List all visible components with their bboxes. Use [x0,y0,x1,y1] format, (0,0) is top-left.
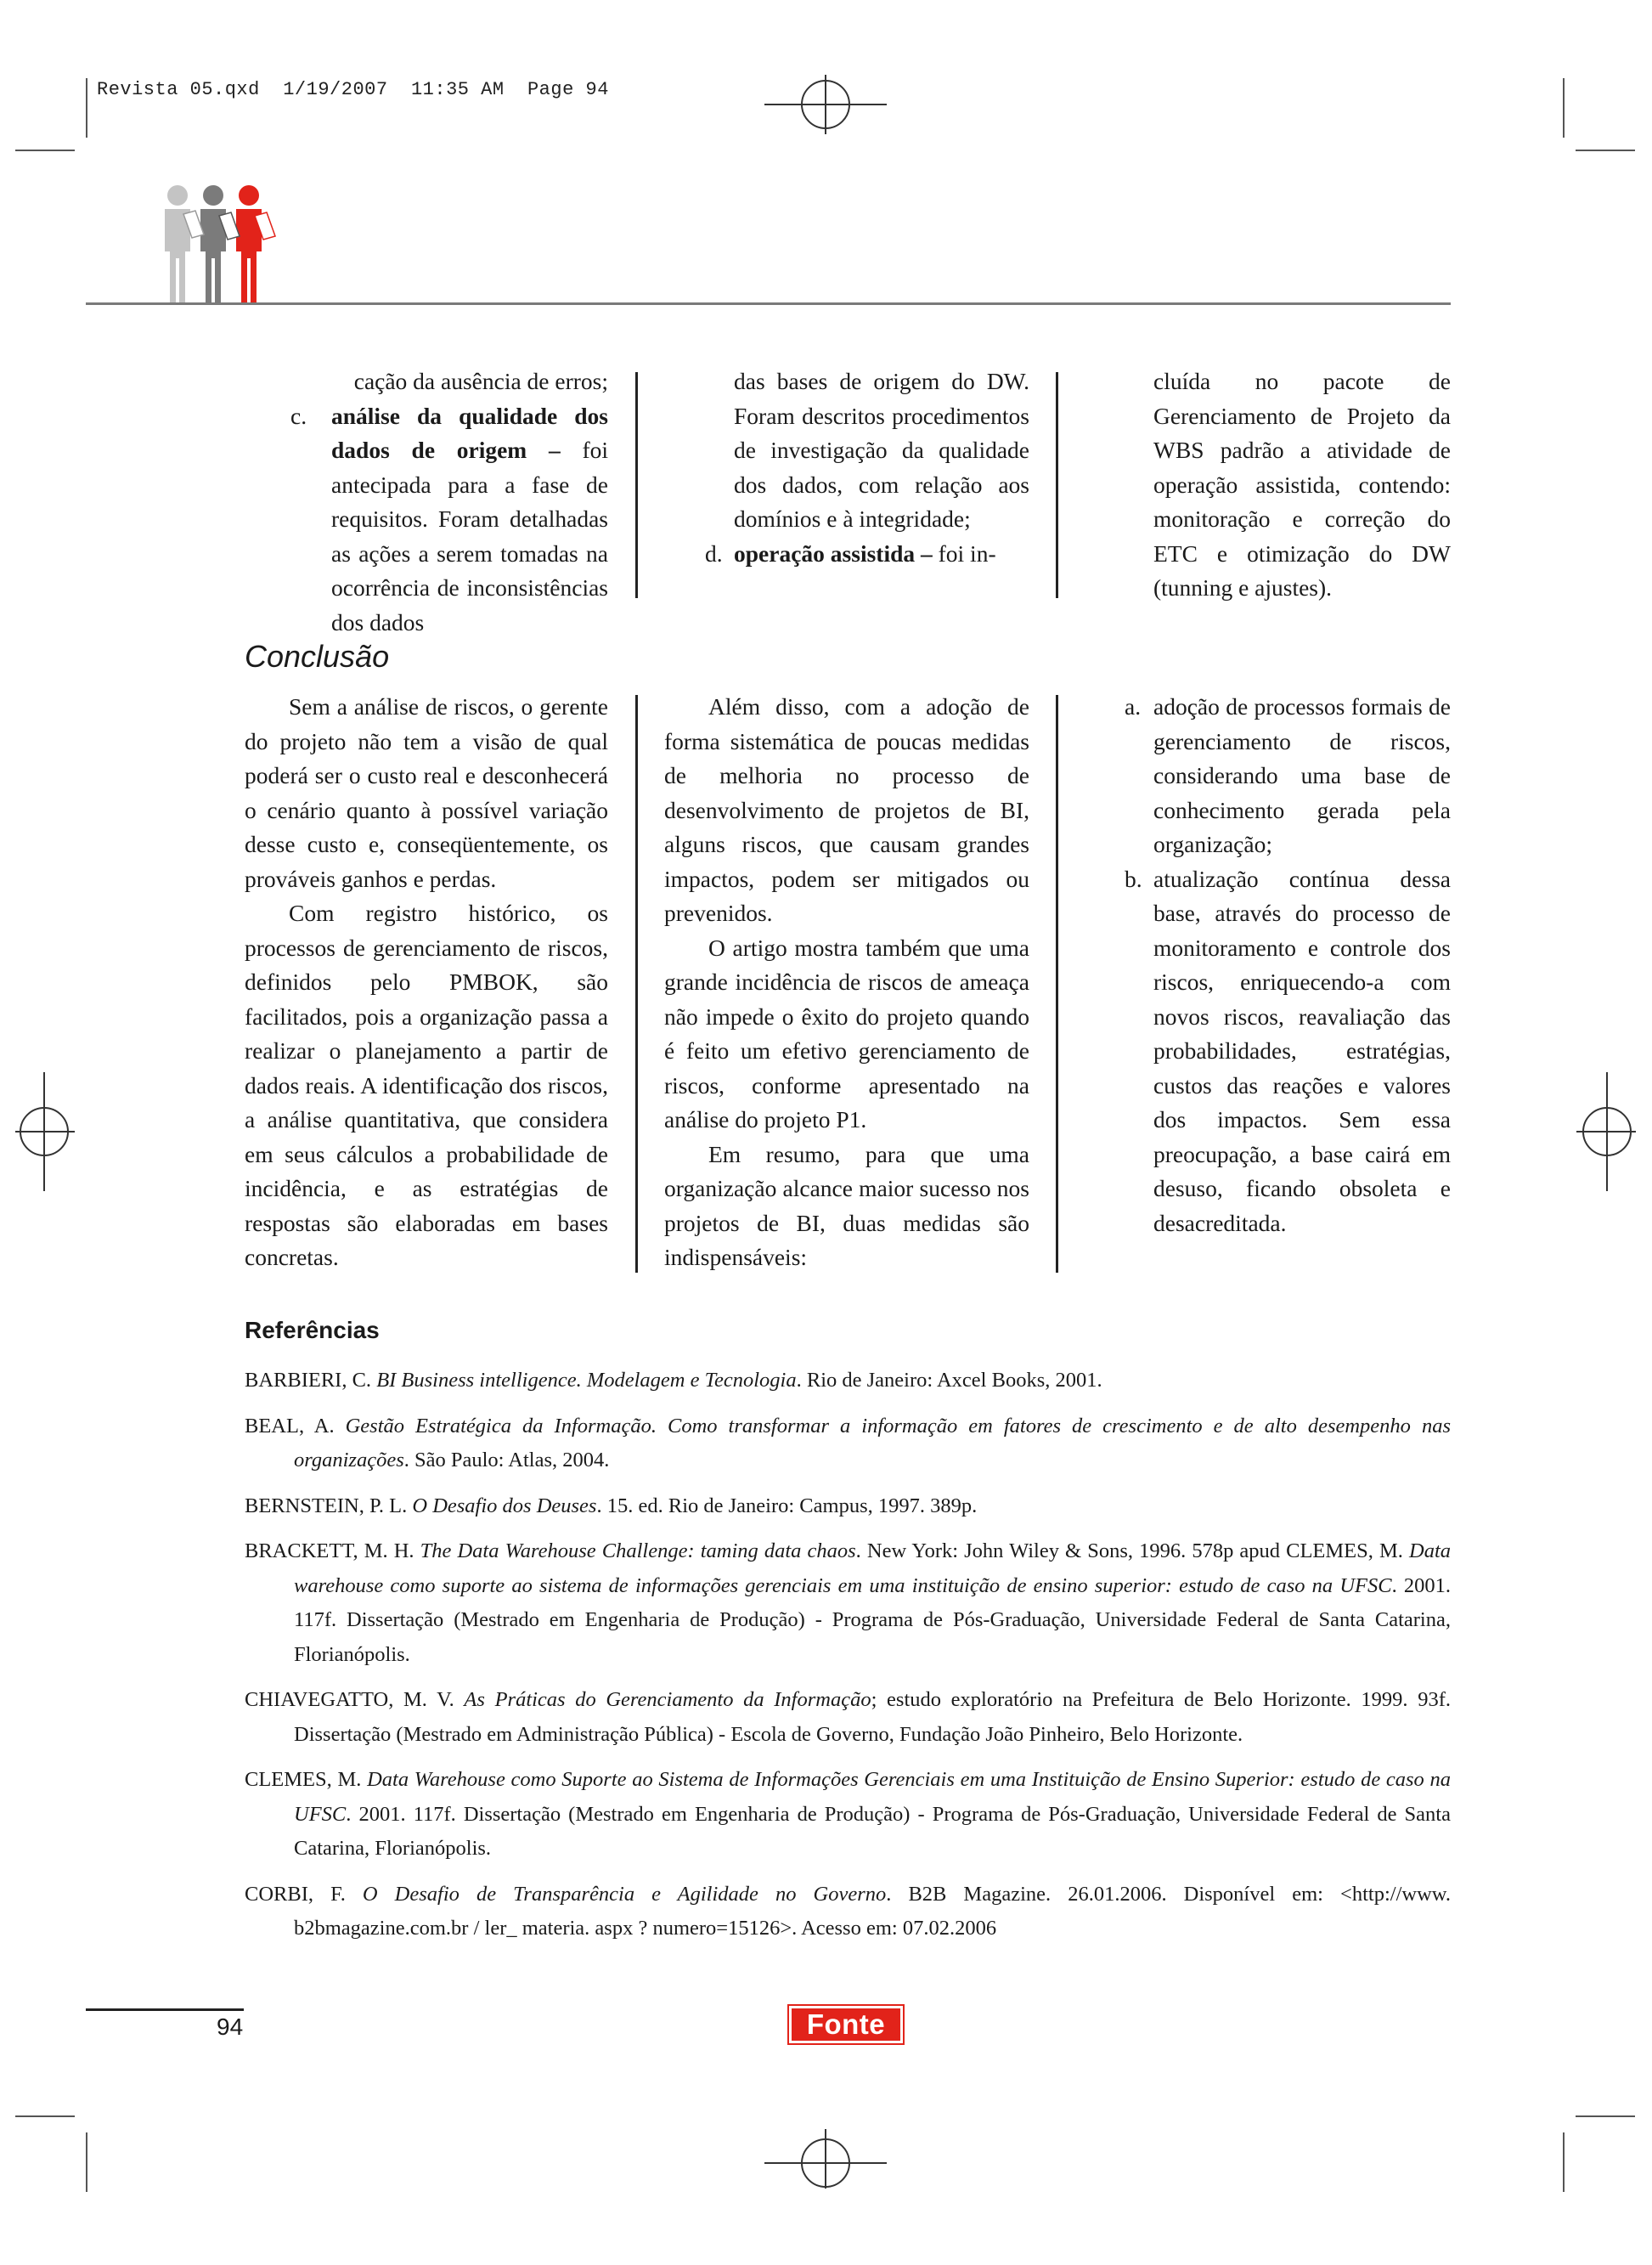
top-column-3 [1153,364,1451,606]
print-slug: Revista 05.qxd 1/19/2007 11:35 AM Page 94 [97,79,609,100]
list-item-d: d. operação assistida – foi in- [705,539,996,567]
reference-item: CLEMES, M. Data Warehouse como Suporte ao Sistema de Informações Gerenciais em uma Instituição de Ensino Superior: estudo de caso na UFSC. 2001. 117f. Dissertação (Mestrado em Engenharia de Produção) - Programa de Pós-Graduação, Universidade Federal de Santa Catarina, Florianópolis. [245,1768,1451,1860]
fonte-logo: Fonte [789,2006,903,2043]
reference-item: BRACKETT, M. H. The Data Warehouse Challenge: taming data chaos. New York: John Wiley & Sons, 1996. 578p apud CLEMES, M. Data warehouse como suporte ao sistema de informações gerenciais em uma instituição de ensino superior: estudo de caso na UFSC. 2001. 117f. Dissertação (Mestrado em Engenharia de Produção) - Programa de Pós-Graduação, Universidade Federal de Santa Catarina, Florianópolis. [245,1539,1452,1666]
page-number: 94 [217,2014,244,2040]
conclusion-column-1 [245,690,608,1275]
column-rule [1056,695,1058,1273]
list-item-a: a. adoção de processos formais de gerenciamento de riscos, considerando uma base de conhecimento gerada pela organização; [1125,693,1451,857]
paragraph: Em resumo, para que uma organização alcance maior sucesso nos projetos de BI, duas medidas são indispensáveis: [664,1140,1029,1270]
paragraph: Além disso, com a adoção de forma sistemática de poucas medidas de melhoria no processo de desenvolvimento de projetos de BI, alguns riscos, que causam grandes impactos, podem ser mitigados ou prevenidos. [664,693,1029,926]
reference-item: BARBIERI, C. BI Business intelligence. Modelagem e Tecnologia. Rio de Janeiro: Axcel Books, 2001. [245,1369,1102,1392]
reference-item: BERNSTEIN, P. L. O Desafio dos Deuses. 15. ed. Rio de Janeiro: Campus, 1997. 389p. [245,1494,978,1517]
list-item-c: c. análise da qualidade dos dados de origem – foi antecipada para a fase de requisitos. Foram detalhadas as ações a serem tomadas na ocorrência de inconsistências dos dados [290,402,608,635]
header-rule [86,302,1451,305]
column-rule [635,372,638,598]
conclusion-column-2 [664,690,1029,1275]
column-rule [1056,372,1058,598]
paragraph: O artigo mostra também que uma grande incidência de riscos de ameaça não impede o êxito do projeto quando é feito um efetivo gerenciamento de riscos, conforme apresentado na análise do projeto P1. [664,934,1029,1132]
continuation-text: das bases de origem do DW. Foram descritos procedimentos de investigação da qualidade dos dados, com relação aos domínios e à integridade; [734,368,1029,532]
reference-item: BEAL, A. Gestão Estratégica da Informação. Como transformar a informação em fatores de crescimento e de alto desempenho nas organizações. São Paulo: Atlas, 2004. [245,1414,1451,1471]
references-heading: Referências [245,1317,380,1343]
list-item-b: b. atualização contínua dessa base, através do processo de monitoramento e controle dos riscos, enriquecendo-a com novos riscos, reavaliação das probabilidades, estratégias, custos das reações e valores dos impactos. Sem essa preocupação, a base cairá em desuso, ficando obsoleta e desacreditada. [1125,865,1451,1236]
people-group-icon [160,182,287,305]
footer-rule [86,2008,244,2011]
paragraph: Com registro histórico, os processos de gerenciamento de riscos, definidos pelo PMBOK, são facilitados, pois a organização passa a realizar o planejamento a partir de dados reais. A identificação dos riscos, a análise quantitativa, que considera em seus cálculos a probabilidade de incidência, e as estratégias de respostas são elaboradas em bases concretas. [245,900,608,1270]
column-rule [635,695,638,1273]
reference-item: CHIAVEGATTO, M. V. As Práticas do Gerenciamento da Informação; estudo exploratório na Prefeitura de Belo Horizonte. 1999. 93f. Dissertação (Mestrado em Administração Pública) - Escola de Governo, Fundação João Pinheiro, Belo Horizonte. [245,1688,1451,1746]
top-column-2 [686,364,1029,571]
reference-item: CORBI, F. O Desafio de Transparência e Agilidade no Governo. B2B Magazine. 26.01.2006. Disponível em: <http://www. b2bmagazine.com.br / ler_ materia. aspx ? numero=15126>. Acesso em: 07.02.2006 [245,1882,1451,1940]
references-list [245,1364,1451,1957]
section-heading: Conclusão [245,639,390,674]
continuation-text: cação da ausência de erros; [353,368,608,394]
conclusion-column-3 [1125,690,1451,1240]
top-column-1 [280,364,608,640]
continuation-text: cluída no pacote de Gerenciamento de Projeto da WBS padrão a atividade de operação assistida, contendo: monitoração e correção do ETC e otimização do DW (tunning e ajustes). [1153,368,1451,601]
paragraph: Sem a análise de riscos, o gerente do projeto não tem a visão de qual poderá ser o custo real e desconhecerá o cenário quanto à possível variação desse custo e, conseqüentemente, os prováveis ganhos e perdas. [245,693,608,892]
